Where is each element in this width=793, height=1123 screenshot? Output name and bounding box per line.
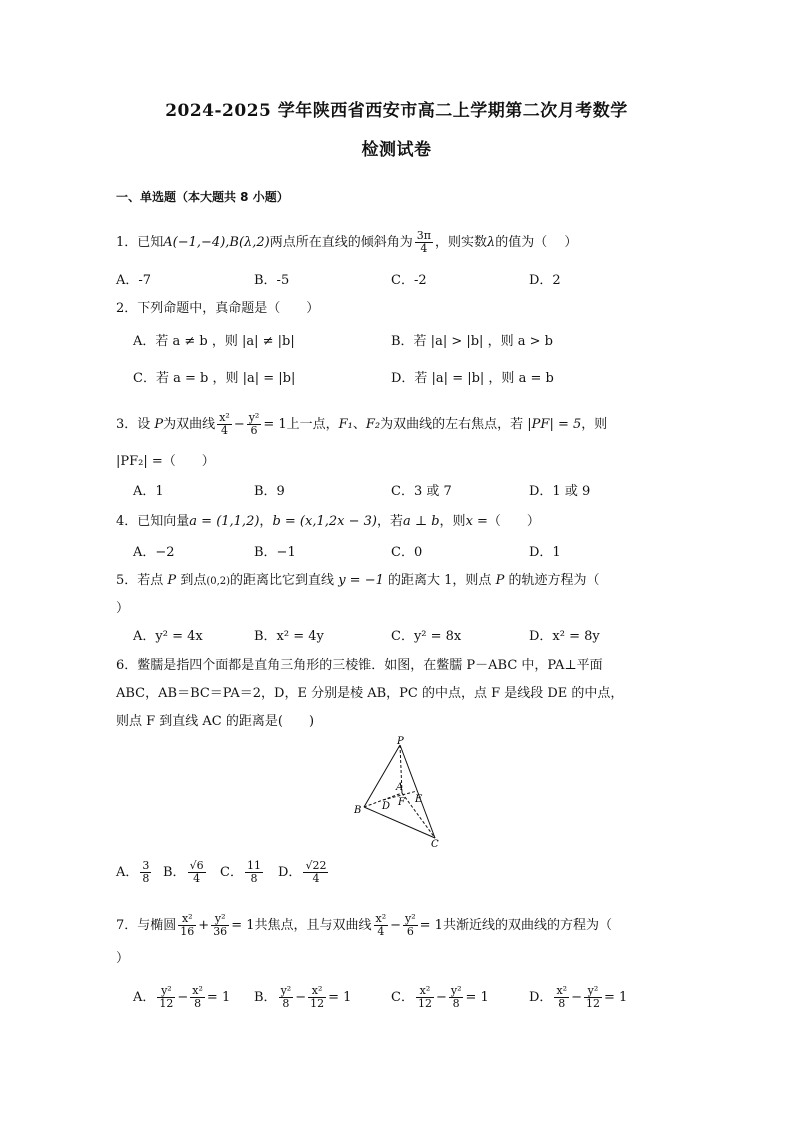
q2-option-a[interactable]: A．若 a ≠ b ，则 |a| ≠ |b|: [133, 334, 295, 349]
q1-option-c[interactable]: C．-2: [391, 273, 427, 288]
q3-option-d[interactable]: D．1 或 9: [529, 484, 591, 499]
angle-fraction: $\frac{3\pi}{4}$: [416, 229, 431, 255]
question-6-line-3: 则点 F 到直线 AC 的距离是( ): [116, 714, 315, 729]
q7-option-c[interactable]: C． $\frac{\text{x²}}{12}$ − $\frac{\text{y²}}{8}$ = 1: [391, 984, 489, 1010]
q6-option-c[interactable]: C． $\frac{11}{8}$: [220, 859, 261, 885]
q6-option-d[interactable]: D． $\frac{√22}{4}$: [278, 859, 327, 885]
q4-option-c[interactable]: C．0: [391, 545, 423, 560]
label-a: A: [396, 782, 404, 793]
question-5-cont: ）: [116, 601, 130, 616]
question-4: 4．已知向量a = (1,1,2)，b = (x,1,2x − 3)，若a ⊥ b，则x =（ ）: [116, 514, 540, 529]
edge-pc: [400, 745, 435, 838]
section-heading: 一、单选题（本大题共 8 小题）: [116, 190, 289, 204]
q5-option-c[interactable]: C．y² = 8x: [391, 629, 462, 644]
q3-option-c[interactable]: C．3 或 7: [391, 484, 452, 499]
label-c: C: [431, 839, 439, 850]
q1-option-b[interactable]: B．-5: [254, 273, 290, 288]
question-3-cont: |PF₂| =（ ）: [116, 454, 215, 469]
q2-option-c[interactable]: C．若 a = b ，则 |a| = |b|: [133, 371, 296, 386]
q6-option-b[interactable]: B． $\frac{√6}{4}$: [163, 859, 204, 885]
edge-pb: [364, 745, 400, 807]
label-f: F: [398, 797, 405, 808]
question-6-line-1: 6．鳖臑是指四个面都是直角三角形的三棱锥．如图，在鳖臑 P－ABC 中，PA⊥平面: [116, 658, 603, 673]
q2-option-d[interactable]: D．若 |a| = |b| ，则 a = b: [391, 371, 554, 386]
label-p: P: [397, 736, 404, 747]
page-title: 2024-2025 学年陕西省西安市高二上学期第二次月考数学: [165, 101, 628, 121]
q5-option-d[interactable]: D．x² = 8y: [529, 629, 600, 644]
question-3: 3．设 P为双曲线 $\frac{\text{x²}}{4}$ − $\frac{\text{y²}}{6}$ = 1上一点，F₁、F₂为双曲线的左右焦点，若 |PF| = 5，则: [116, 411, 608, 437]
q2-option-b[interactable]: B．若 |a| > |b| ，则 a > b: [391, 334, 553, 349]
q7-option-b[interactable]: B． $\frac{\text{y²}}{8}$ − $\frac{\text{x²}}{12}$ = 1: [254, 984, 352, 1010]
question-1: 1．已知A(−1,−4),B(λ,2)两点所在直线的倾斜角为 $\frac{3\pi}{4}$ ，则实数λ的值为（ ）: [116, 229, 578, 255]
q1-option-d[interactable]: D．2: [529, 273, 561, 288]
q5-option-a[interactable]: A．y² = 4x: [133, 629, 203, 644]
x2-over-4: $\frac{\text{x²}}{4}$: [219, 411, 230, 437]
label-d: D: [382, 801, 391, 812]
label-e: E: [415, 794, 423, 805]
q4-option-d[interactable]: D．1: [529, 545, 561, 560]
q4-option-b[interactable]: B．−1: [254, 545, 296, 560]
label-b: B: [354, 805, 362, 816]
page-subtitle: 检测试卷: [361, 140, 432, 160]
question-6-line-2: ABC，AB＝BC＝PA＝2，D，E 分别是棱 AB，PC 的中点，点 F 是线段 DE 的中点，: [116, 686, 624, 701]
q7-option-d[interactable]: D． $\frac{\text{x²}}{8}$ − $\frac{\text{y²}}{12}$ = 1: [529, 984, 628, 1010]
q1-option-a[interactable]: A．-7: [116, 273, 152, 288]
q5-option-b[interactable]: B．x² = 4y: [254, 629, 324, 644]
edge-bc: [364, 807, 435, 838]
q3-option-b[interactable]: B．9: [254, 484, 285, 499]
q3-option-a[interactable]: A．1: [133, 484, 164, 499]
question-7-cont: ）: [116, 951, 130, 966]
q6-option-a[interactable]: A． $\frac{3}{8}$: [116, 859, 150, 885]
question-7: 7．与椭圆 $\frac{\text{x²}}{16}$ + $\frac{\text{y²}}{36}$ = 1共焦点，且与双曲线 $\frac{\text{x²}}{4}$ − $\frac{\text{y²}}{6}$ = 1共渐近线的双曲线的方程为（: [116, 912, 612, 938]
question-2: 2．下列命题中，真命题是（ ）: [116, 301, 320, 316]
q4-option-a[interactable]: A．−2: [133, 545, 175, 560]
y2-over-6: $\frac{\text{y²}}{6}$: [248, 411, 260, 437]
q7-option-a[interactable]: A． $\frac{\text{y²}}{12}$ − $\frac{\text{x²}}{8}$ = 1: [133, 984, 231, 1010]
question-5: 5．若点 P 到点(0,2)的距离比它到直线 y = −1 的距离大 1，则点 P 的轨迹方程为（: [116, 573, 600, 588]
pyramid-figure: [340, 735, 460, 850]
